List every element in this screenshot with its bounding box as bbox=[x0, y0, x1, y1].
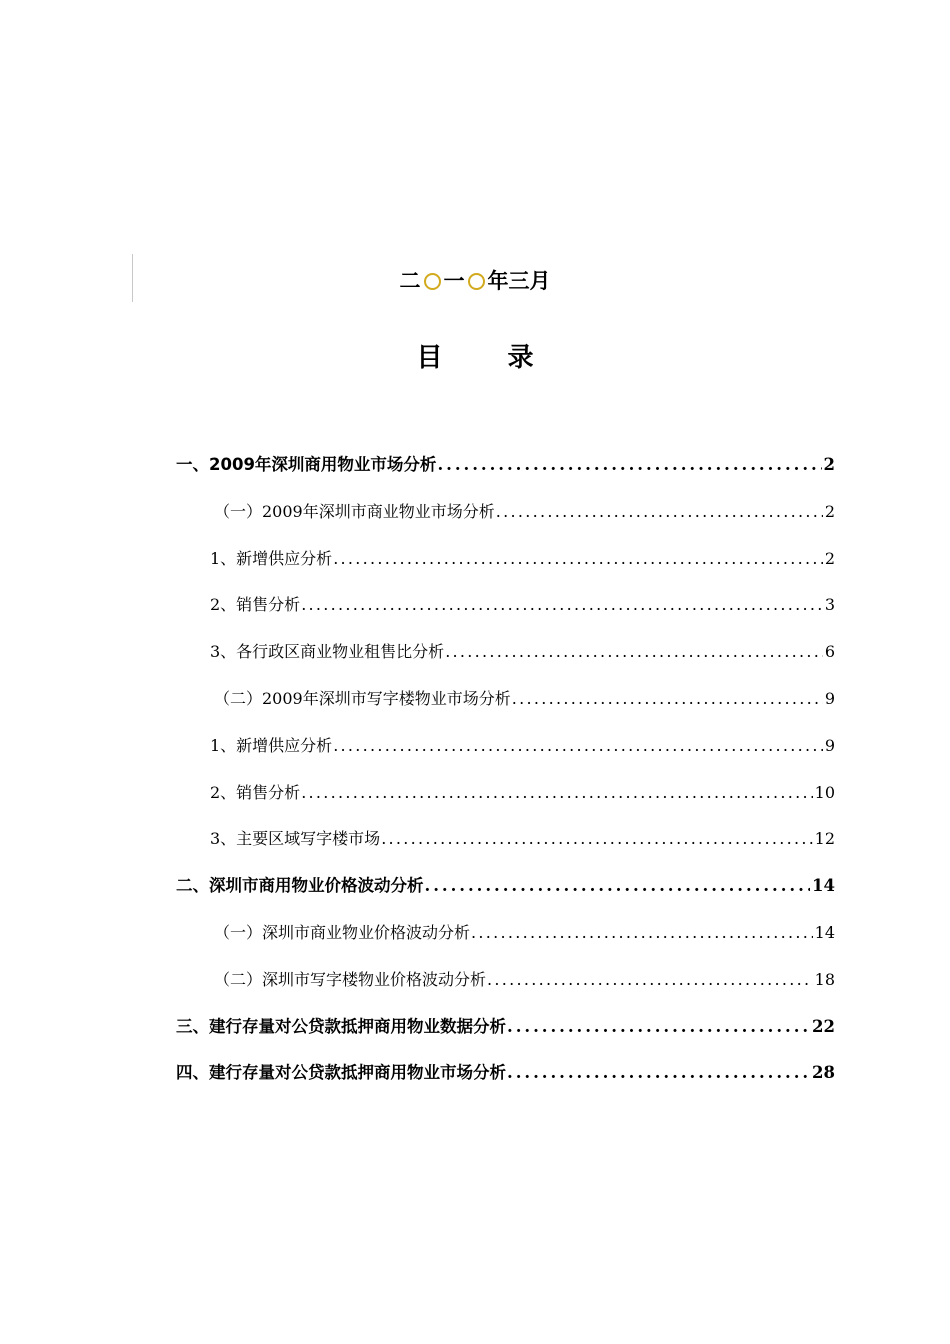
toc-entry-page: 12 bbox=[814, 829, 835, 849]
toc-entry-label: （二）深圳市写字楼物业价格波动分析 bbox=[214, 969, 487, 989]
toc-entry-label: 三、建行存量对公贷款抵押商用物业数据分析 bbox=[176, 1016, 506, 1036]
zero-ring-icon bbox=[424, 273, 441, 290]
dot-leader bbox=[333, 548, 823, 570]
toc-entry-label: 一、2009年深圳商用物业市场分析 bbox=[176, 455, 437, 474]
toc-entry[interactable] bbox=[176, 1054, 835, 1084]
dot-leader bbox=[301, 594, 823, 616]
toc-entry-label: 二、深圳市商用物业价格波动分析 bbox=[176, 876, 424, 896]
dot-leader bbox=[425, 875, 811, 897]
toc-entry[interactable] bbox=[214, 493, 835, 523]
toc-entry-page: 2 bbox=[823, 455, 835, 474]
toc-entry[interactable] bbox=[210, 586, 835, 616]
toc-entry-page: 9 bbox=[824, 689, 835, 708]
toc-entry-page: 22 bbox=[812, 1016, 835, 1036]
dot-leader bbox=[445, 641, 823, 663]
dot-leader bbox=[381, 828, 812, 850]
toc-entry[interactable] bbox=[176, 1008, 835, 1038]
dot-leader bbox=[512, 688, 823, 710]
toc-entry[interactable] bbox=[176, 446, 835, 476]
toc-entry-label: （二）2009年深圳市写字楼物业市场分析 bbox=[214, 689, 511, 708]
toc-entry-page: 3 bbox=[824, 595, 835, 615]
toc-entry-page: 14 bbox=[812, 876, 835, 896]
toc-entry-label: （一）深圳市商业物业价格波动分析 bbox=[214, 923, 471, 942]
toc-entry-page: 28 bbox=[812, 1063, 835, 1083]
dot-leader bbox=[507, 1062, 810, 1084]
dot-leader bbox=[301, 782, 812, 804]
toc-entry-page: 14 bbox=[814, 923, 835, 942]
dot-leader bbox=[507, 1016, 810, 1038]
toc-entry[interactable] bbox=[210, 540, 835, 570]
toc-entry-label: 2、销售分析 bbox=[210, 782, 301, 802]
date-heading bbox=[0, 266, 950, 296]
toc-entry[interactable] bbox=[210, 633, 835, 663]
toc-entry[interactable] bbox=[214, 914, 835, 944]
toc-entry-page: 2 bbox=[824, 501, 835, 521]
dot-leader bbox=[437, 454, 821, 476]
toc-entry[interactable] bbox=[176, 867, 835, 897]
date-char-er: 二 bbox=[399, 269, 421, 293]
toc-entry-label: （一）2009年深圳市商业物业市场分析 bbox=[214, 501, 495, 521]
toc-entry[interactable] bbox=[214, 961, 835, 991]
date-char-year-month: 年三月 bbox=[487, 269, 551, 293]
toc-entry[interactable] bbox=[210, 774, 835, 804]
dot-leader bbox=[333, 735, 823, 757]
zero-ring-icon bbox=[468, 273, 485, 290]
toc-entry[interactable] bbox=[210, 820, 835, 850]
toc-entry-page: 6 bbox=[824, 642, 835, 662]
toc-entry-label: 1、新增供应分析 bbox=[210, 548, 333, 568]
toc-entry-label: 2、销售分析 bbox=[210, 595, 301, 615]
toc-entry-label: 3、主要区域写字楼市场 bbox=[210, 829, 381, 849]
toc-entry-page: 2 bbox=[824, 548, 835, 568]
toc-entry-page: 18 bbox=[814, 969, 835, 989]
toc-entry-label: 1、新增供应分析 bbox=[210, 735, 333, 755]
toc-entry[interactable] bbox=[214, 680, 835, 710]
toc-entry-label: 四、建行存量对公贷款抵押商用物业市场分析 bbox=[176, 1063, 506, 1083]
date-char-yi: 一 bbox=[443, 269, 465, 293]
toc-entry-page: 10 bbox=[814, 782, 835, 802]
toc-title: 目 录 bbox=[416, 343, 562, 373]
toc-entry[interactable] bbox=[210, 727, 835, 757]
toc-entry-label: 3、各行政区商业物业租售比分析 bbox=[210, 642, 445, 662]
dot-leader bbox=[496, 501, 823, 523]
dot-leader bbox=[471, 922, 813, 944]
toc-entry-page: 9 bbox=[824, 735, 835, 755]
dot-leader bbox=[487, 969, 813, 991]
